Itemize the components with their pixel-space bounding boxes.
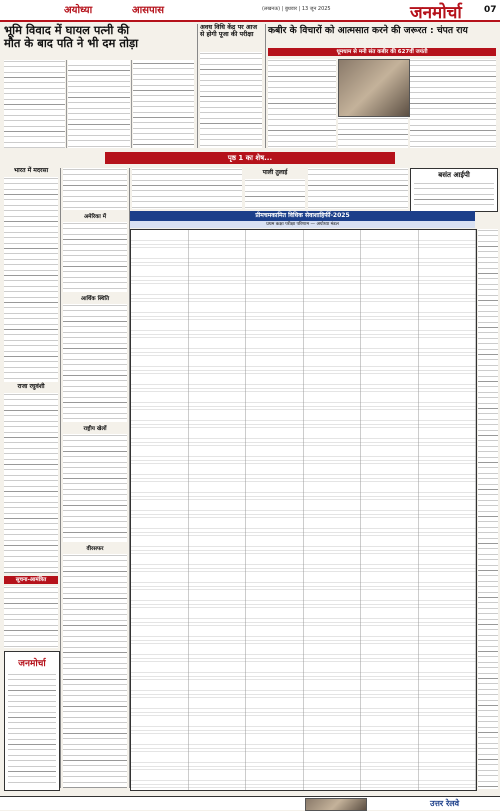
veersafar-headline: वीरसफर — [86, 546, 104, 552]
results-table-subtitle: प्रथम कक्षा परीक्षा परिणाम — अयोध्या मंडल — [130, 221, 475, 228]
date-line: (लखनऊ) | बुधवार | 13 जून 2025 — [262, 6, 331, 12]
lead-headline-line2: मौत के बाद पति ने भी दम तोड़ा — [4, 36, 139, 51]
notice-headline: सूचना-आमंत्रित — [4, 576, 58, 584]
left-logo-box — [4, 651, 60, 791]
top-right-body-col1 — [268, 59, 336, 148]
mid-col1-top-body — [63, 168, 127, 210]
ad-body — [414, 182, 494, 208]
notice-body — [4, 586, 58, 648]
america-body — [63, 222, 127, 292]
top-right-subheadline: धूमधाम से मनी संत कबीर की 627वीं जयंती — [268, 48, 496, 56]
masthead — [0, 0, 500, 22]
footer-bar — [0, 796, 500, 810]
top-right-headline: कबीर के विचारों को आत्मसात करने की जरूरत : चंपत राय — [268, 25, 468, 36]
lead-headline — [4, 24, 194, 50]
raja-raghuvanshi-headline: राजा रघुवंशी — [17, 383, 45, 390]
madarsa-body — [4, 177, 58, 382]
center-brief-headline: अवध विधि केंद्र पर आज से होगी पूजा की परीक्षा — [200, 24, 258, 39]
column-rule — [197, 24, 198, 148]
page-number: 07 — [484, 5, 497, 15]
railway-logo: उत्तर रेलवे — [430, 799, 460, 808]
section-label-ayodhya: अयोध्या — [64, 5, 93, 16]
madarsa-headline: भारत में मदरसा — [13, 167, 49, 174]
masthead-logo: जनमोर्चा — [410, 3, 462, 23]
kabir-jayanti-photo — [338, 59, 410, 117]
continued-band: पृष्ठ 1 का शेष... — [105, 152, 395, 164]
footer-photo-strip — [305, 798, 367, 811]
results-table — [130, 229, 477, 791]
pali-tulai-body — [245, 179, 305, 209]
lead-story-body — [4, 60, 194, 148]
column-rule — [265, 24, 266, 148]
right-strip-body — [478, 229, 498, 789]
mid-upper-body-a — [132, 168, 242, 209]
pali-tulai-headline: पाली तुलाई — [262, 169, 288, 176]
lead-headline-line1: भूमि विवाद में घायल पत्नी की — [4, 23, 130, 37]
center-brief-body — [200, 52, 262, 148]
america-headline: अमेरिका में — [83, 214, 107, 220]
raja-raghuvanshi-body — [4, 393, 58, 573]
veersafar-body — [63, 554, 127, 788]
economic-headline: आर्थिक स्थिति — [80, 296, 110, 302]
mid-upper-body-b — [308, 168, 408, 209]
economic-body — [63, 304, 127, 422]
national-headline: राष्ट्रीय खेलों — [83, 426, 107, 432]
ad-box — [410, 168, 498, 212]
ad-headline: बसंत आईपी — [438, 171, 470, 179]
national-body — [63, 434, 127, 542]
section-label-aaspaas: आसपास — [132, 5, 165, 16]
results-table-title: प्रीमचमकामित विधिक सेवाशाहिर्फी-2025 — [130, 211, 475, 221]
column-rule — [60, 168, 61, 788]
top-right-body-col2 — [338, 117, 408, 148]
left-logo-box-text — [8, 673, 56, 783]
lead-story-text-lines — [4, 60, 194, 148]
left-logo: जनमोर्चा — [18, 659, 46, 669]
top-right-body-col3 — [410, 59, 496, 148]
